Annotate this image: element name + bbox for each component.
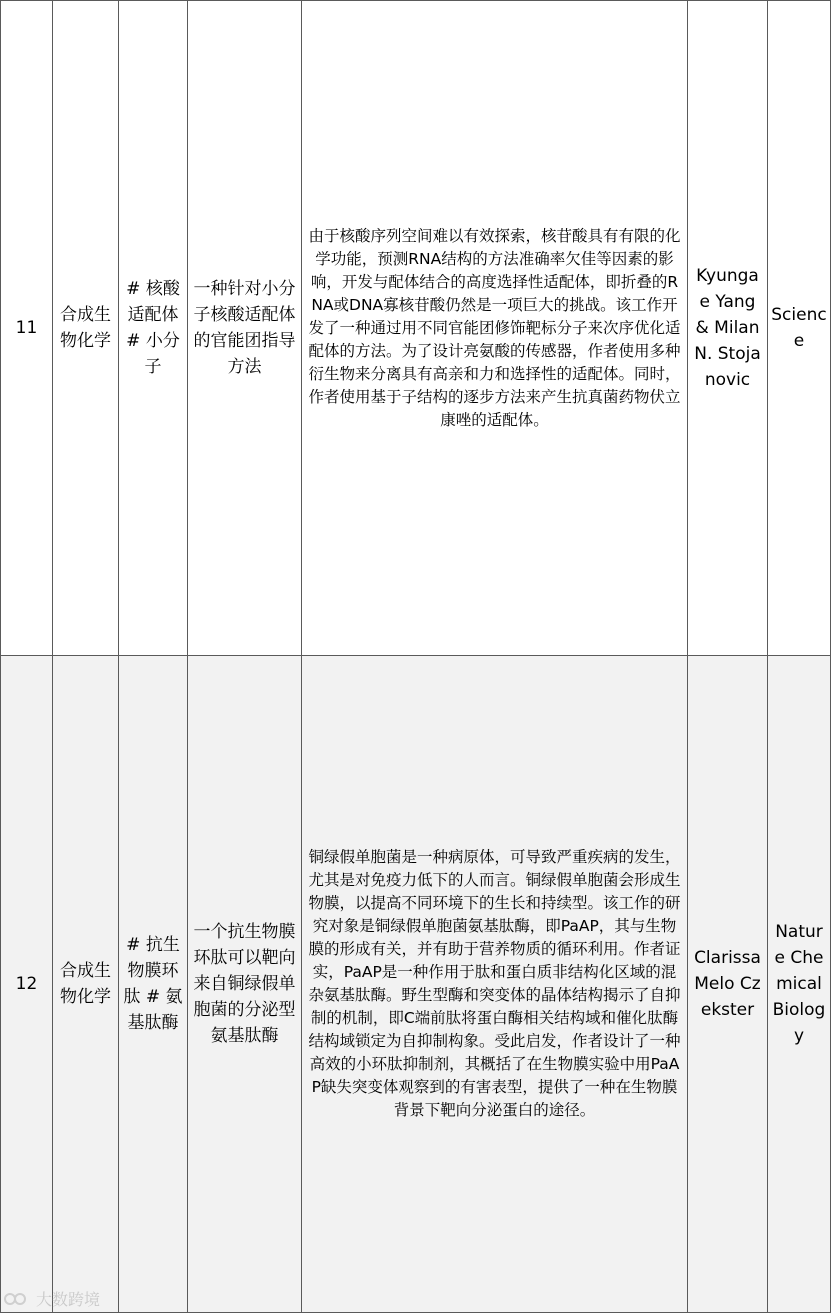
- row-index-cell: 12: [1, 656, 53, 1313]
- field-cell: 合成生物化学: [53, 1, 119, 656]
- field-cell: 合成生物化学: [53, 656, 119, 1313]
- watermark-text: 大数跨境: [36, 1290, 101, 1309]
- table-row: [1, 1, 831, 656]
- journal-cell: Nature Chemical Biology: [768, 656, 831, 1313]
- tags-cell: # 抗生物膜环肽 # 氨基肽酶: [119, 656, 188, 1313]
- authors-cell: Clarissa Melo Czekster: [688, 656, 768, 1313]
- summary-cell: 铜绿假单胞菌是一种病原体，可导致严重疾病的发生，尤其是对免疫力低下的人而言。铜绿假单胞菌会形成生物膜，以提高不同环境下的生长和持续型。该工作的研究对象是铜绿假单胞菌氨基肽酶，即PaAP，其与生物膜的形成有关，并有助于营养物质的循环利用。作者证实，PaAP是一种作用于肽和蛋白质非结构化区域的混杂氨基肽酶。野生型酶和突变体的晶体结构揭示了自抑制的机制，即C端前肽将蛋白酶相关结构域和催化肽酶结构域锁定为自抑制构象。受此启发，作者设计了一种高效的小环肽抑制剂，其概括了在生物膜实验中用PaAP缺失突变体观察到的有害表型，提供了一种在生物膜背景下靶向分泌蛋白的途径。: [302, 656, 688, 1313]
- title-cell: 一个抗生物膜环肽可以靶向来自铜绿假单胞菌的分泌型氨基肽酶: [188, 656, 302, 1313]
- authors-cell: Kyungae Yang & Milan N. Stojanovic: [688, 1, 768, 656]
- double-ring-logo-icon: [4, 1291, 32, 1307]
- journal-cell: Science: [768, 1, 831, 656]
- row-index-cell: 11: [1, 1, 53, 656]
- tags-cell: # 核酸适配体 # 小分子: [119, 1, 188, 656]
- title-cell: 一种针对小分子核酸适配体的官能团指导方法: [188, 1, 302, 656]
- watermark: [4, 1287, 100, 1310]
- summary-cell: 由于核酸序列空间难以有效探索，核苷酸具有有限的化学功能，预测RNA结构的方法准确率欠佳等因素的影响，开发与配体结合的高度选择性适配体，即折叠的RNA或DNA寡核苷酸仍然是一项巨大的挑战。该工作开发了一种通过用不同官能团修饰靶标分子来次序优化适配体的方法。为了设计亮氨酸的传感器，作者使用多种衍生物来分离具有高亲和力和选择性的适配体。同时，作者使用基于子结构的逐步方法来产生抗真菌药物伏立康唑的适配体。: [302, 1, 688, 656]
- table-row: [1, 656, 831, 1313]
